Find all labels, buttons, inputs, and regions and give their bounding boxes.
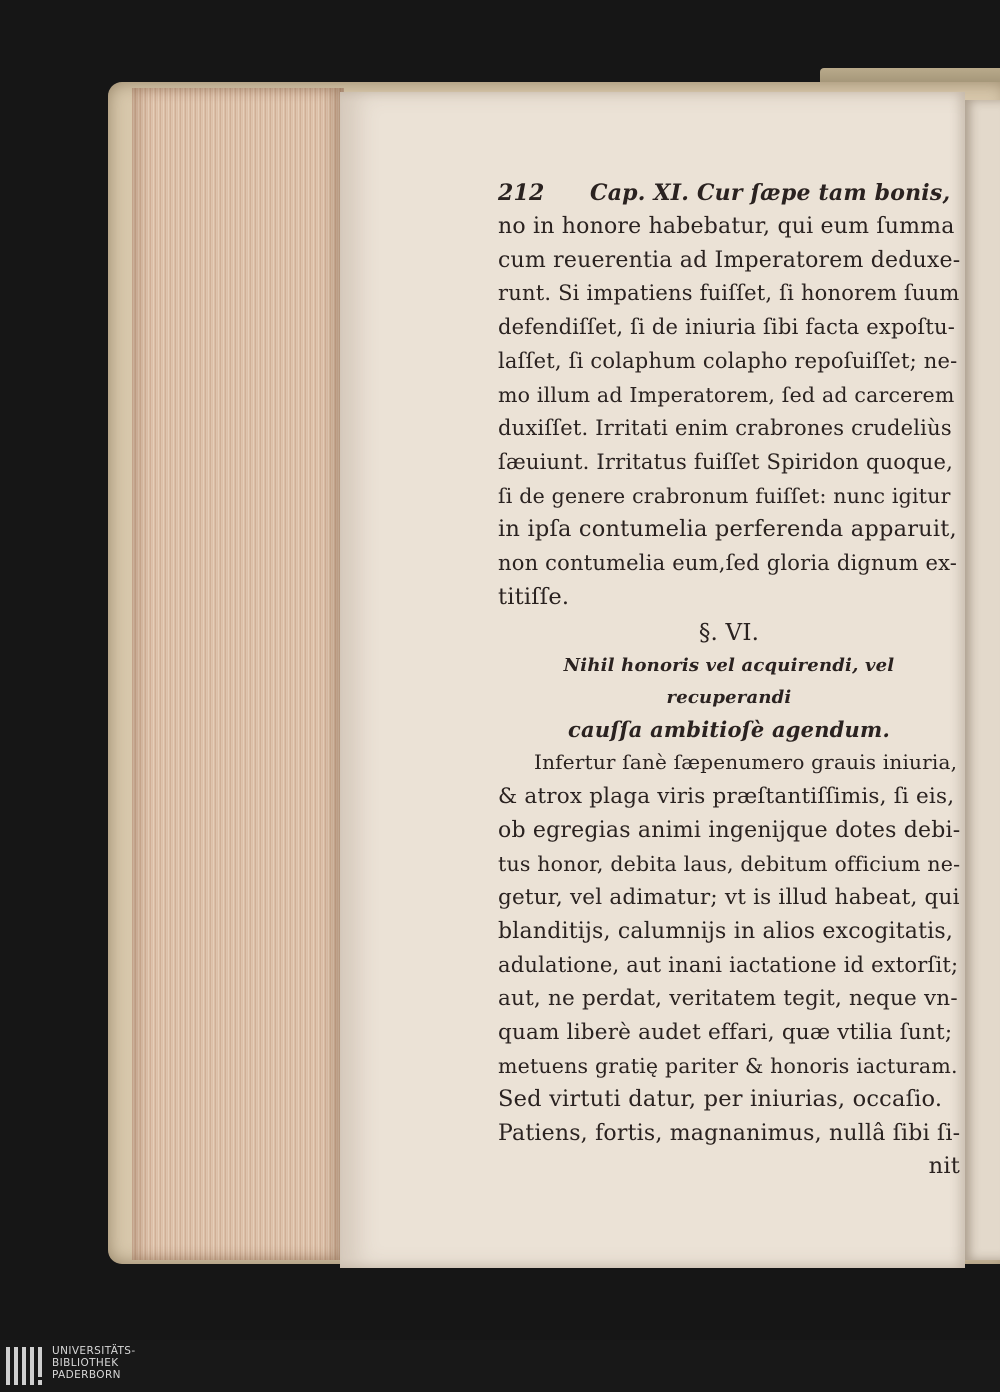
section-heading-line: Nihil honoris vel acquirendi, vel recuperandi (563, 655, 895, 709)
text-line: mo illum ad Imperatorem, ſed ad carcerem (498, 382, 955, 407)
section-text (498, 746, 960, 1150)
text-line: duxiſſet. Irritati enim crabrones crudeliùs (498, 416, 952, 441)
text-line: no in honore habebatur, qui eum ſumma (498, 214, 955, 239)
library-name (52, 1345, 136, 1381)
text-line: metuens gratię pariter & honoris iacturam. (498, 1053, 958, 1078)
text-line: Sed virtuti datur, per iniurias, occaſio. (498, 1086, 943, 1113)
text-line: blanditijs, calumnijs in alios excogitatis, (498, 918, 954, 944)
running-head (498, 176, 960, 210)
text-line: aut, ne perdat, veritatem tegit, neque vn- (498, 986, 958, 1012)
running-title: Cap. XI. Cur ſæpe tam bonis, (590, 180, 951, 206)
text-line: Infertur ſanè ſæpenumero grauis iniuria, (534, 750, 958, 775)
text-line: defendiſſet, ſi de iniuria ſibi facta expoſtu- (498, 315, 956, 340)
text-line: non contumelia eum,ſed gloria dignum ex- (498, 551, 958, 576)
library-footer (0, 1340, 1000, 1392)
section-heading (498, 650, 960, 746)
catchword: nit (928, 1152, 960, 1179)
library-name-line: BIBLIOTHEK (52, 1357, 119, 1369)
library-name-line: PADERBORN (52, 1369, 121, 1381)
library-name-line: UNIVERSITÄTS- (52, 1345, 136, 1357)
section-mark: §. VI. (698, 620, 760, 647)
text-line: & atrox plaga viris præſtantiſſimis, ſi eis, (498, 784, 955, 810)
page-edges (132, 88, 344, 1260)
text-line: titiſſe. (498, 583, 570, 610)
text-line: runt. Si impatiens fuiſſet, ſi honorem ſuum (498, 281, 960, 306)
text-line: ob egregias animi ingenijque dotes debi- (498, 817, 961, 843)
facing-page-edge (962, 100, 1000, 1260)
text-line: ſæuiunt. Irritatus fuiſſet Spiridon quoque, (498, 449, 954, 474)
text-line: cum reuerentia ad Imperatorem deduxe- (498, 247, 961, 273)
body-text (498, 210, 960, 614)
text-line: in ipſa contumelia perferenda apparuit, (498, 516, 957, 543)
text-line: adulatione, aut inani iactatione id extorſit; (498, 952, 959, 977)
text-line: Patiens, fortis, magnanimus, nullâ ſibi ſi- (498, 1121, 961, 1147)
text-line: quam liberè audet effari, quæ vtilia ſunt; (498, 1020, 953, 1046)
text-line: tus honor, debita laus, debitum officium ne- (498, 851, 961, 876)
section-heading-line: cauſſa ambitioſè agendum. (568, 717, 890, 743)
text-line: ſi de genere crabronum fuiſſet: nunc igitur (498, 483, 951, 508)
page-number: 212 (498, 180, 545, 206)
page-text (498, 176, 960, 1181)
text-line: getur, vel adimatur; vt is illud habeat, qui (498, 885, 960, 911)
text-line: laſſet, ſi colaphum colapho repoſuiſſet; ne- (498, 348, 958, 373)
